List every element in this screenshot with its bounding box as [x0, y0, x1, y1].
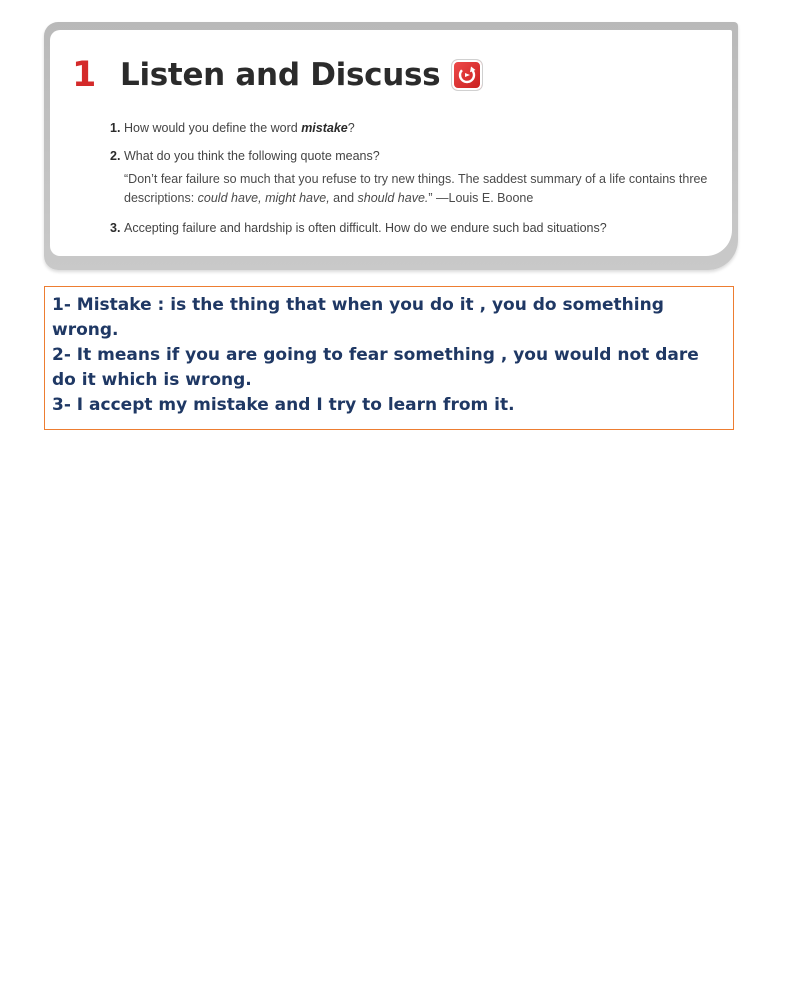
textbook-panel: [44, 22, 738, 270]
question-number: 1.: [110, 121, 121, 135]
quote-part: and: [329, 191, 358, 205]
quote-emphasis: could have, might have,: [197, 191, 330, 205]
quote-part: “Don’t fear failure so much that you refuse to try new things. The saddest summary of a life contains three descriptions:: [124, 172, 708, 205]
section-header: [72, 52, 482, 98]
audio-play-icon[interactable]: [452, 60, 482, 90]
question-text-end: ?: [347, 121, 355, 135]
answer-line-3: 3- I accept my mistake and I try to learn from it.: [52, 395, 515, 415]
question-item: [110, 220, 730, 236]
question-text: Accepting failure and hardship is often difficult. How do we endure such bad situations?: [124, 221, 607, 235]
question-number: 2.: [110, 149, 121, 163]
quote-attribution: ” —Louis E. Boone: [428, 191, 534, 205]
answer-line-1: 1- Mistake : is the thing that when you do it , you do something wrong.: [52, 295, 664, 340]
quote-emphasis: should have.: [357, 191, 429, 205]
section-title: Listen and Discuss: [120, 57, 441, 93]
question-keyword: mistake: [301, 121, 348, 135]
quote-text: [124, 170, 730, 208]
question-item: [110, 120, 730, 136]
textbook-panel-content: [50, 30, 732, 256]
question-item: [110, 148, 730, 208]
answer-box: [44, 286, 734, 430]
question-list: [110, 120, 730, 248]
section-number: 1: [72, 55, 97, 95]
question-text: What do you think the following quote means?: [124, 149, 380, 163]
question-number: 3.: [110, 221, 121, 235]
answer-line-2: 2- It means if you are going to fear something , you would not dare do it which is wrong.: [52, 345, 699, 390]
question-text: How would you define the word: [124, 121, 302, 135]
